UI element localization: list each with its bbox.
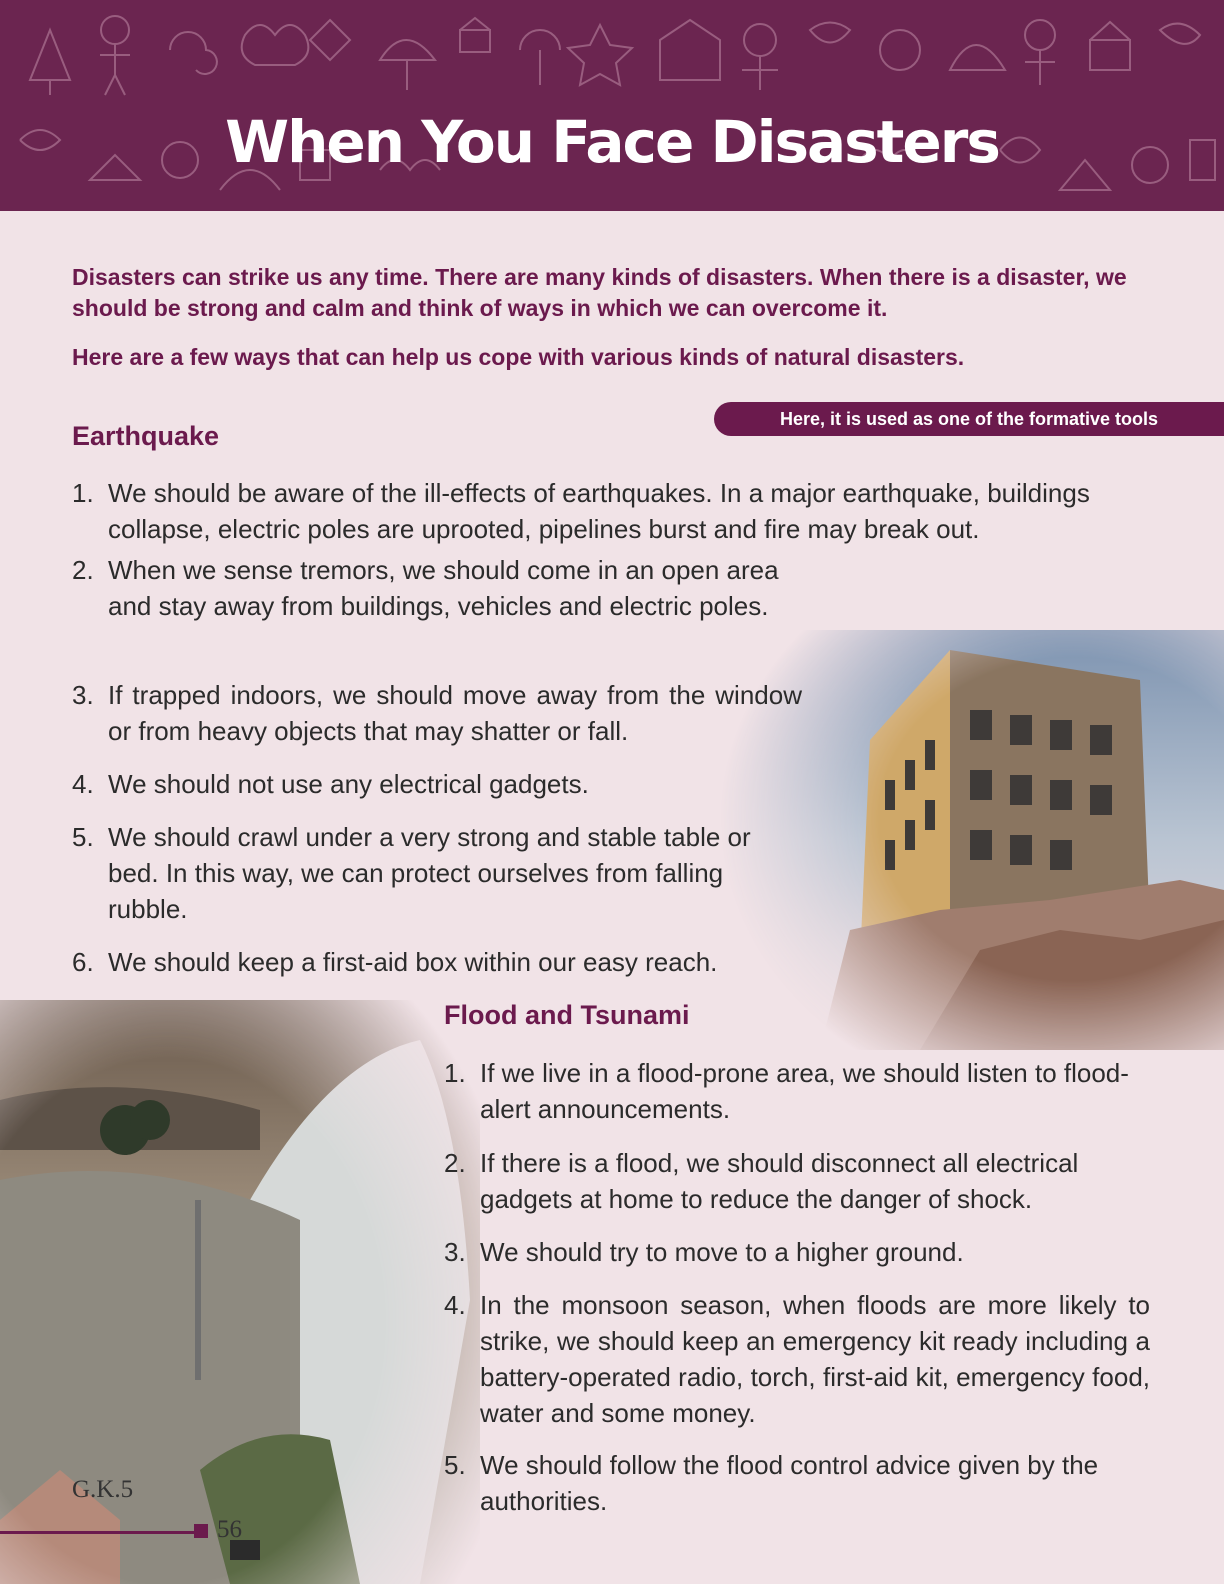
item-text: We should not use any electrical gadgets.	[108, 769, 589, 799]
item-number: 1.	[444, 1058, 466, 1088]
item-number: 1.	[72, 478, 94, 508]
page-number: 56	[217, 1516, 242, 1543]
item-text: In the monsoon season, when floods are more likely to strike, we should keep an emergency kit ready including a battery-operated radio, torch, first-aid kit, emergency food, water and some money.	[480, 1290, 1150, 1428]
flood-item	[444, 1447, 1150, 1519]
item-text: We should be aware of the ill-effects of earthquakes. In a major earthquake, buildings collapse, electric poles are uprooted, pipelines burst and fire may break out.	[108, 478, 1090, 544]
flood-item	[444, 1234, 1150, 1270]
item-text: If we live in a flood-prone area, we should listen to flood-alert announcements.	[480, 1058, 1129, 1124]
page-title: When You Face Disasters	[225, 108, 999, 176]
title-banner	[0, 0, 1224, 211]
book-label: G.K.5	[72, 1476, 134, 1503]
intro-paragraph-2: Here are a few ways that can help us cope with various kinds of natural disasters.	[72, 344, 965, 370]
item-number: 5.	[72, 822, 94, 852]
earthquake-item	[72, 819, 802, 927]
item-text: When we sense tremors, we should come in an open area and stay away from buildings, vehicles and electric poles.	[108, 555, 779, 621]
item-number: 2.	[444, 1148, 466, 1178]
doodle-pattern	[0, 0, 1224, 211]
item-number: 3.	[72, 680, 94, 710]
item-number: 2.	[72, 555, 94, 585]
item-number: 5.	[444, 1450, 466, 1480]
item-number: 4.	[444, 1290, 466, 1320]
earthquake-item	[72, 944, 802, 980]
flood-heading: Flood and Tsunami	[444, 1000, 690, 1030]
item-text: If there is a flood, we should disconnect all electrical gadgets at home to reduce the danger of shock.	[480, 1148, 1079, 1214]
item-text: We should keep a first-aid box within our easy reach.	[108, 947, 718, 977]
flood-item	[444, 1055, 1150, 1127]
item-number: 3.	[444, 1237, 466, 1267]
earthquake-item	[72, 475, 1162, 547]
item-number: 4.	[72, 769, 94, 799]
item-number: 6.	[72, 947, 94, 977]
formative-tools-tag: Here, it is used as one of the formative tools	[714, 402, 1224, 436]
flood-item	[444, 1145, 1150, 1217]
earthquake-item	[72, 677, 802, 749]
item-text: We should try to move to a higher ground.	[480, 1237, 964, 1267]
earthquake-item	[72, 552, 802, 624]
item-text: We should crawl under a very strong and stable table or bed. In this way, we can protect ourselves from falling rubble.	[108, 822, 751, 924]
item-text: We should follow the flood control advice given by the authorities.	[480, 1450, 1099, 1516]
earthquake-item	[72, 766, 802, 802]
flood-item	[444, 1287, 1150, 1431]
item-text: If trapped indoors, we should move away from the window or from heavy objects that may shatter or fall.	[108, 680, 802, 746]
footer-square	[194, 1524, 208, 1538]
footer-rule	[0, 1531, 196, 1534]
earthquake-heading: Earthquake	[72, 421, 220, 451]
intro-paragraph-1: Disasters can strike us any time. There are many kinds of disasters. When there is a disaster, we should be strong and calm and think of ways in which we can overcome it.	[72, 264, 1127, 321]
